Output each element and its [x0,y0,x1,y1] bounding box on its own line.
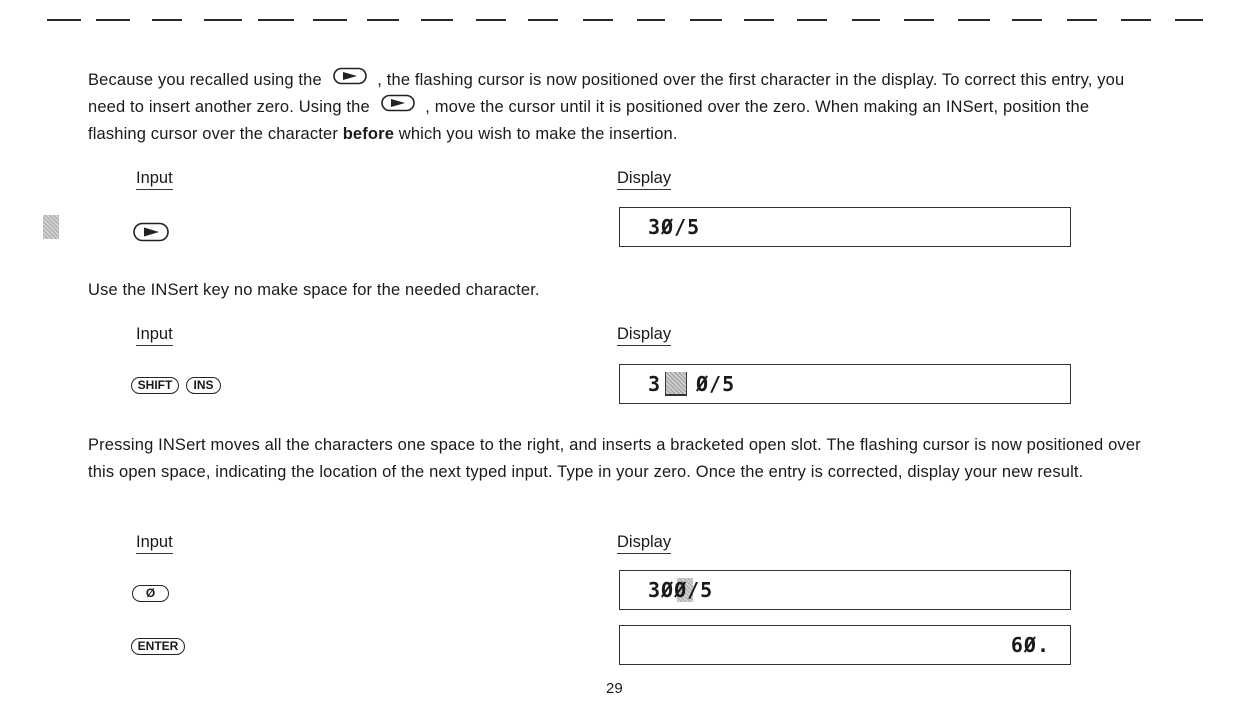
pressing-insert-paragraph: Pressing INSert moves all the characters one space to the right, and inserts a bracketed open slot. The flashing cursor is now positioned over this open space, indicating the location of the next typed input. Type in your zero. Once the entry is corrected, display your new result. [88,436,1141,481]
dash-segment [852,19,880,21]
dash-segment [476,19,506,21]
input-header: Input [136,168,173,190]
dash-segment [1175,19,1203,21]
right-arrow-key-icon [333,67,367,94]
dash-segment [1121,19,1151,21]
result-text: 6Ø. [1010,633,1050,657]
dash-segment [1012,19,1042,21]
calculator-display [619,570,1071,610]
para1-bold-word: before [342,124,395,143]
dash-segment [744,19,774,21]
dash-segment [367,19,399,21]
para1-part-b: , the flashing cursor is now positioned over the first character in the display. To correct this entry, you need to insert another zero. Using the [88,71,1125,116]
dash-segment [797,19,827,21]
display-text-left: 3 [648,372,662,396]
display-text: 3ØØ/5 [648,578,714,602]
dash-segment [637,19,665,21]
dash-segment [1067,19,1097,21]
right-arrow-key-icon [381,94,415,121]
dash-segment [204,19,242,21]
para1-part-d: which you wish to make the insertion. [398,124,678,143]
dash-segment [583,19,613,21]
dash-segment [528,19,558,21]
dash-segment [313,19,347,21]
calculator-display [619,207,1071,247]
calculator-display [619,364,1071,404]
display-header: Display [617,168,671,190]
dash-segment [904,19,934,21]
input-header: Input [136,324,173,346]
display-text: 3Ø/5 [648,215,701,239]
shift-key: SHIFT [131,377,179,394]
flashing-cursor [43,215,59,239]
dash-segment [47,19,81,21]
dash-segment [152,19,182,21]
ins-key: INS [186,377,221,394]
dash-segment [958,19,990,21]
para1-part-a: Because you recalled using the [88,71,322,89]
dash-segment [96,19,130,21]
display-header: Display [617,532,671,554]
dash-segment [421,19,453,21]
enter-key: ENTER [131,638,185,655]
dash-segment [690,19,722,21]
open-slot-cursor [665,372,687,396]
dash-segment [258,19,294,21]
display-header: Display [617,324,671,346]
page-number: 29 [606,680,623,697]
display-text-right: Ø/5 [696,372,736,396]
right-arrow-key-icon [133,222,169,247]
insert-instruction: Use the INSert key no make space for the needed character. [88,281,540,299]
result-display [619,625,1071,665]
input-header: Input [136,532,173,554]
zero-key: Ø [132,585,169,602]
para1-part-c: , move the cursor until it is positioned over the zero. When making an INSert, position the flashing cursor over the character [88,97,1090,143]
intro-paragraph [88,67,1148,147]
